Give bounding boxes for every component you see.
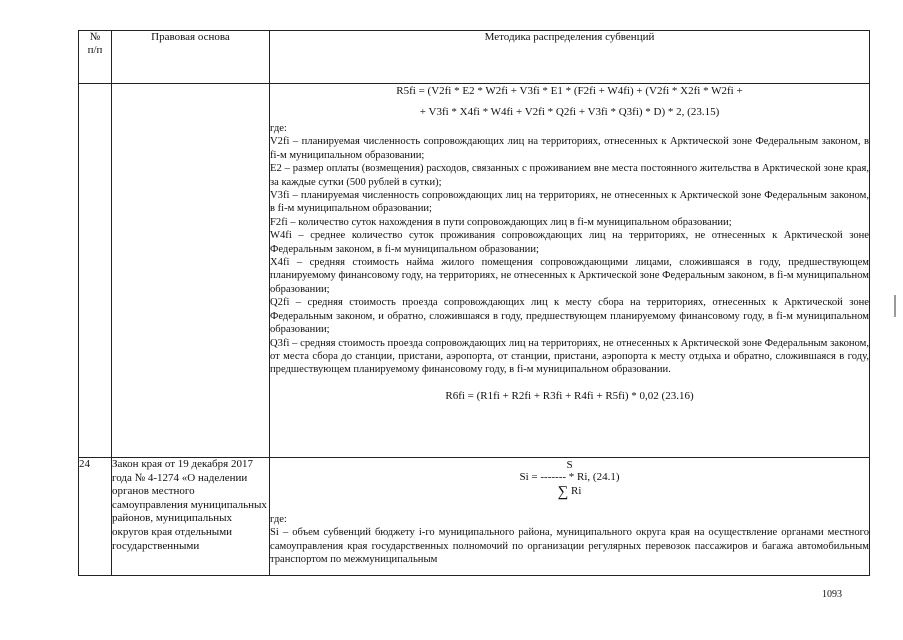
definition-v3fi: V3fi – планируемая численность сопровождающих лиц на территориях, не отнесенных к Арктической зоне Федеральным законом, в fi-м муниципальном образовании;: [270, 190, 869, 215]
row23-basis: [112, 84, 270, 458]
subsidy-methodology-table: [78, 30, 870, 576]
definition-v2fi: V2fi – планируемая численность сопровождающих лиц на территориях, отнесенных к Арктической зоне Федеральным законом, в fi-м муниципальном образовании;: [270, 136, 869, 161]
row23-number: [79, 84, 112, 458]
definition-q2fi: Q2fi – средняя стоимость проезда сопровождающих лиц к месту сбора на территориях, отнесенных к Арктической зоне Федеральным законом, и обратно, сложившаяся в году, предшествующем планируемому финансовому году, в fi-м муниципальном образовании;: [270, 297, 869, 336]
table-row-24: [79, 458, 870, 576]
row24-where-label: где:: [270, 514, 287, 525]
definition-q3fi: Q3fi – средняя стоимость проезда сопровождающих лиц на территориях, не отнесенных к Арктической зоне Федеральным законом, от места сбора до станции, пристани, аэропорта, от станции, пристани, аэропорта к месту отдыха и обратно, сложившаяся в году, предшествующем планируемому финансовому году, в fi-м муниципальном образовании.: [270, 337, 869, 376]
formula-r5-line1: R5fi = (V2fi * E2 * W2fi + V3fi * E1 * (F2fi + W4fi) + (V2fi * X2fi * W2fi +: [396, 85, 743, 97]
row24-number: 24: [79, 458, 112, 576]
definition-e2: E2 – размер оплаты (возмещения) расходов, связанных с проживанием вне места постоянного жительства в Арктической зоне края, за каждые сутки (500 рублей в сутки);: [270, 163, 869, 188]
table-header-row: [79, 31, 870, 84]
formula-r6: R6fi = (R1fi + R2fi + R3fi + R4fi + R5fi) * 0,02 (23.16): [445, 389, 694, 402]
formula-24-1: [270, 459, 869, 499]
scan-edge-mark: [894, 295, 896, 317]
header-legal-basis: Правовая основа: [112, 31, 270, 84]
definition-x4fi: X4fi – средняя стоимость найма жилого помещения сопровождающими лицами, сложившаяся в году, предшествующем планируемому финансовому году, на территориях, не отнесенных к Арктической зоне Федеральным законом, в fi-м муниципальном образовании;: [270, 257, 869, 295]
header-number-line1: №: [89, 31, 101, 43]
row24-legal-basis: Закон края от 19 декабря 2017 года № 4-1274 «О наделении органов местного самоуправления муниципальных районов, муниципальных округов края отдельными государственными: [112, 458, 270, 576]
definition-si: Si – объем субвенций бюджету i-го муниципального района, муниципального округа края на осуществление органами местного самоуправления края государственных полномочий по организации регулярных перевозок пассажиров и багажа автомобильным транспортом по межмуниципальным: [270, 527, 869, 566]
header-number-line2: п/п: [87, 44, 103, 56]
sum-symbol: ∑: [557, 484, 569, 500]
header-number: [79, 31, 112, 84]
formula-24-1-denominator: [270, 485, 869, 499]
header-methodology: Методика распределения субвенций: [270, 31, 870, 84]
row23-methodology: [270, 84, 870, 458]
page-number: 1093: [822, 589, 842, 600]
formula-24-1-denominator-text: Ri: [571, 485, 582, 497]
formula-24-1-numerator: S: [566, 459, 573, 471]
formula-r5-line2: + V3fi * X4fi * W4fi + V2fi * Q2fi + V3fi * Q3fi) * D) * 2, (23.15): [419, 106, 720, 118]
definition-w4fi: W4fi – среднее количество суток проживания сопровождающих лиц на территориях, не отнесенных к Арктической зоне Федеральным законом, в fi-м муниципальном образовании;: [270, 230, 869, 255]
formula-24-1-main: Si = ------- * Ri, (24.1): [519, 471, 620, 483]
definition-f2fi: F2fi – количество суток нахождения в пути сопровождающих лиц в fi-м муниципальном образовании;: [270, 216, 732, 228]
table-row-23-continued: [79, 84, 870, 458]
row24-methodology: [270, 458, 870, 576]
where-label: где:: [270, 123, 287, 134]
